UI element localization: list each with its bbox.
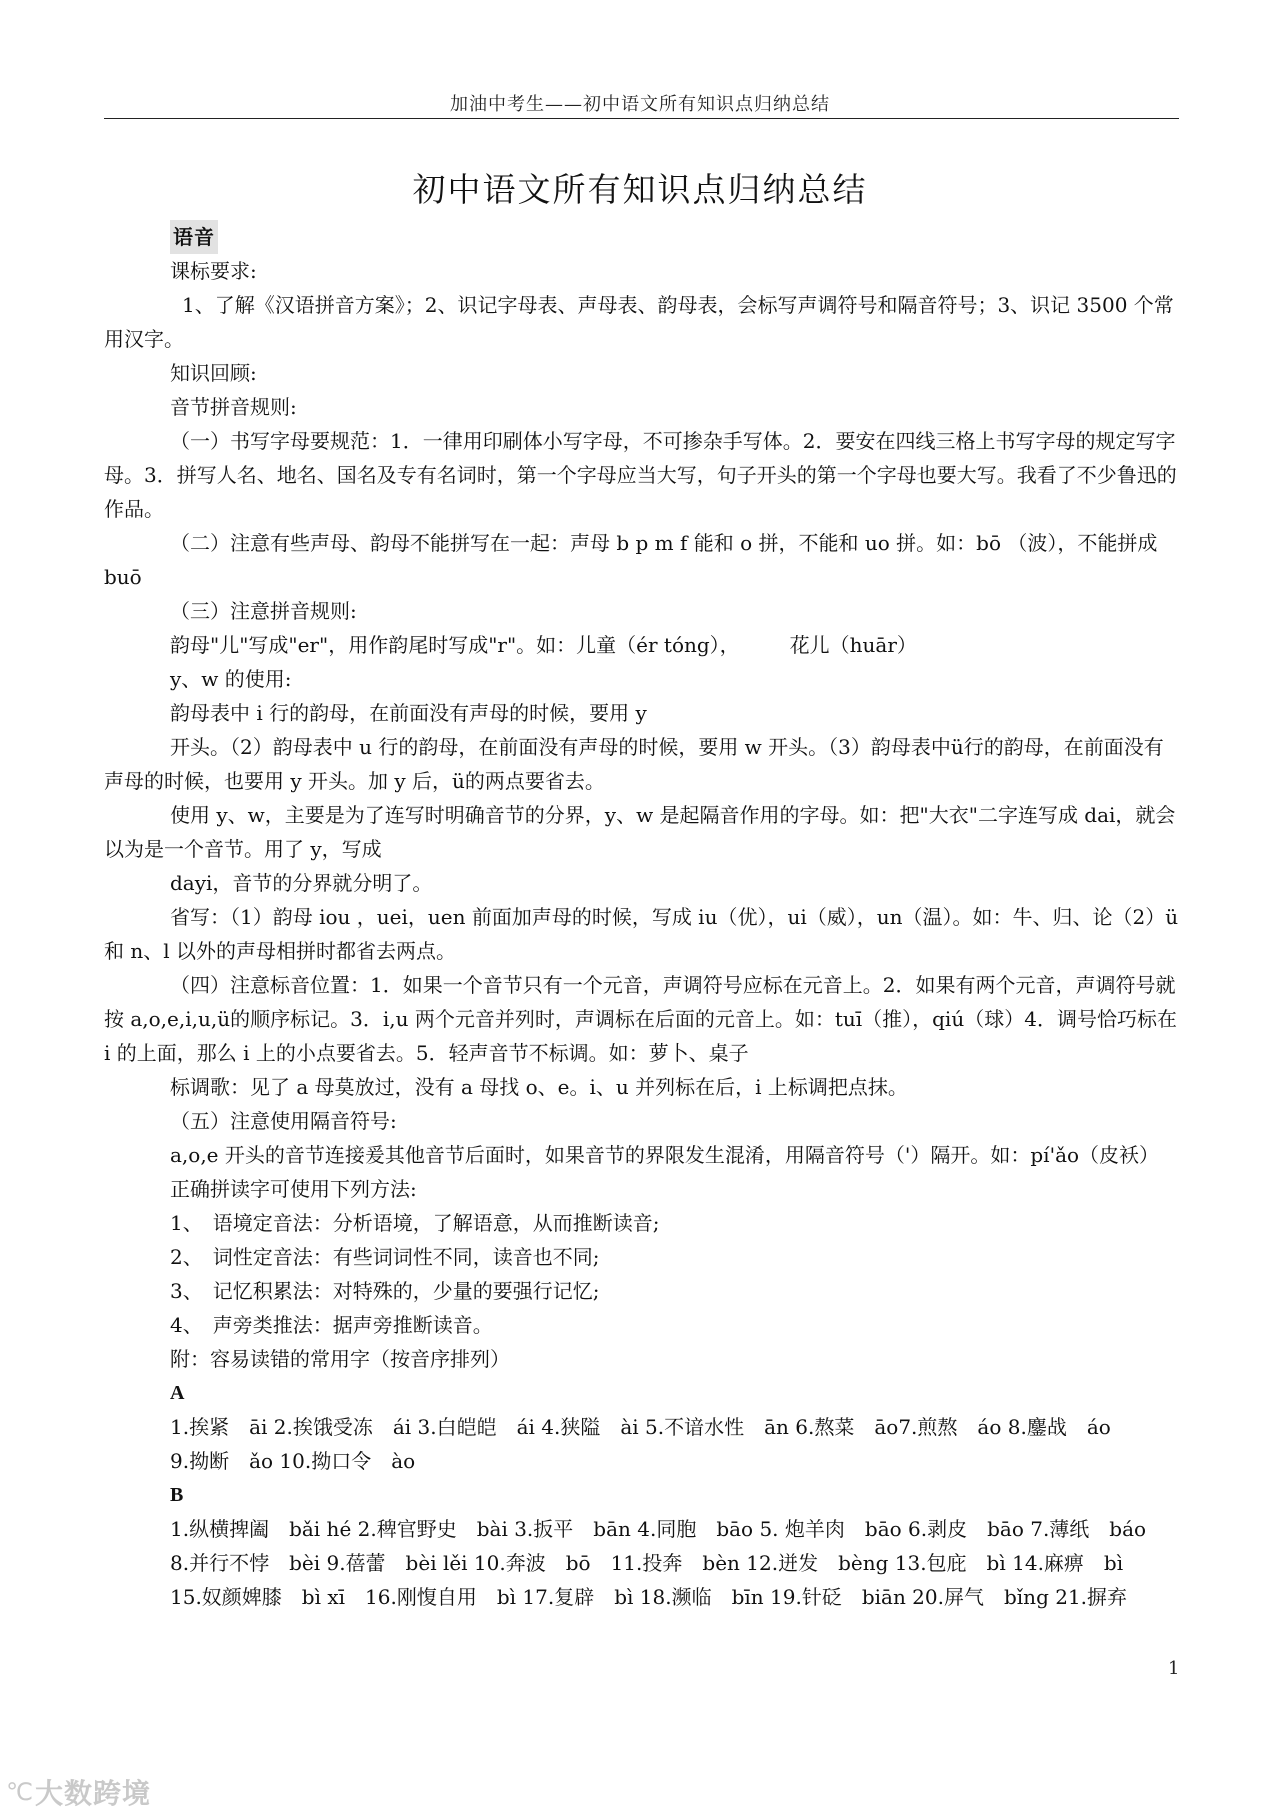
header-divider: [104, 118, 1179, 119]
paragraph: 省写：（1）韵母 iou ，uei，uen 前面加声母的时候，写成 iu（优），ui（威），un（温）。如：牛、归、论（2）ü和 n、l 以外的声母相拼时都省去两点。: [104, 905, 1179, 963]
paragraph: a,o,e 开头的音节连接爰其他音节后面时，如果音节的界限发生混淆，用隔音符号（'）隔开。如：pí'ǎo（皮袄）: [170, 1143, 1160, 1167]
watermark: [6, 1772, 151, 1812]
paragraph: 课标要求:: [170, 259, 257, 283]
paragraph: 标调歌：见了 a 母莫放过，没有 a 母找 o、e。i、u 并列标在后，i 上标调把点抹。: [170, 1075, 908, 1099]
group-letter-b: B: [170, 1484, 184, 1506]
paragraph: （一）书写字母要规范：1．一律用印刷体小写字母，不可掺杂手写体。2．要安在四线三格上书写字母的规定写字母。3．拼写人名、地名、国名及专有名词时，第一个字母应当大写，句子开头的第一个字母也要大写。我看了不少鲁迅的作品。: [104, 429, 1177, 521]
word-list-line: 15.奴颜婢膝 bì xī 16.刚愎自用 bì 17.复辟 bì 18.濒临 bīn 19.针砭 biān 20.屏气 bǐng 21.摒弃: [170, 1585, 1128, 1609]
paragraph: （三）注意拼音规则:: [170, 599, 357, 623]
word-list-line: 1.纵横捭阖 bǎi hé 2.稗官野史 bài 3.扳平 bān 4.同胞 bāo 5. 炮羊肉 bāo 6.剥皮 bāo 7.薄纸 báo: [170, 1517, 1147, 1541]
paragraph: （四）注意标音位置：1．如果一个音节只有一个元音，声调符号应标在元音上。2．如果有两个元音，声调符号就按 a,o,e,i,u,ü的顺序标记。3．i,u 两个元音并列时，声调标在后面的元音上。如：tuī（推），qiú（球）4．调号恰巧标在 i 的上面，那么 i 上的小点要省去。5．轻声音节不标调。如：萝卜、桌子: [104, 973, 1177, 1065]
paragraph: 韵母表中 i 行的韵母，在前面没有声母的时候，要用 y: [170, 701, 647, 725]
running-header: 加油中考生——初中语文所有知识点归纳总结: [450, 94, 830, 115]
paragraph: 开头。（2）韵母表中 u 行的韵母，在前面没有声母的时候，要用 w 开头。（3）韵母表中ü行的韵母，在前面没有声母的时候，也要用 y 开头。加 y 后，ü的两点要省去。: [104, 735, 1164, 793]
paragraph: 知识回顾:: [170, 361, 257, 385]
list-item: 1、 语境定音法：分析语境，了解语意，从而推断读音;: [170, 1211, 660, 1235]
paragraph: 附：容易读错的常用字（按音序排列）: [170, 1347, 510, 1371]
list-item: 3、 记忆积累法：对特殊的，少量的要强行记忆;: [170, 1279, 600, 1303]
group-letter-a: A: [170, 1382, 185, 1404]
paragraph: 音节拼音规则:: [170, 395, 297, 419]
word-list-line: 9.拗断 ǎo 10.拗口令 ào: [170, 1449, 416, 1473]
document-body: [104, 220, 1179, 1614]
word-list-line: 1.挨紧 āi 2.挨饿受冻 ái 3.白皑皑 ái 4.狭隘 ài 5.不谙水性 ān 6.熬菜 āo7.煎熬 áo 8.鏖战 áo: [170, 1415, 1111, 1439]
paragraph: 使用 y、w，主要是为了连写时明确音节的分界，y、w 是起隔音作用的字母。如：把"大衣"二字连写成 dai，就会以为是一个音节。用了 y，写成: [104, 803, 1176, 861]
watermark-text: 大数跨境: [34, 1777, 151, 1810]
word-list-line: 8.并行不悖 bèi 9.蓓蕾 bèi lěi 10.奔波 bō 11.投奔 bèn 12.迸发 bèng 13.包庇 bì 14.麻痹 bì: [170, 1551, 1124, 1575]
page-number: 1: [1168, 1658, 1180, 1679]
section-heading-row: [104, 220, 1179, 254]
paragraph: 1、了解《汉语拼音方案》；2、识记字母表、声母表、韵母表，会标写声调符号和隔音符号；3、识记 3500 个常用汉字。: [104, 293, 1174, 351]
list-item: 4、 声旁类推法：据声旁推断读音。: [170, 1313, 493, 1337]
paragraph: y、w 的使用:: [170, 667, 292, 691]
paragraph: dayi，音节的分界就分明了。: [170, 871, 433, 895]
paragraph: 正确拼读字可使用下列方法:: [170, 1177, 417, 1201]
paragraph: 韵母"儿"写成"er"，用作韵尾时写成"r"。如：儿童（ér tóng）， 花儿（huār）: [170, 633, 917, 657]
list-item: 2、 词性定音法：有些词词性不同，读音也不同;: [170, 1245, 600, 1269]
paragraph: （五）注意使用隔音符号:: [170, 1109, 397, 1133]
watermark-logo-icon: ℃: [6, 1778, 31, 1806]
section-heading: 语音: [170, 220, 218, 254]
paragraph: （二）注意有些声母、韵母不能拼写在一起：声母 b p m f 能和 o 拼，不能和 uo 拼。如：bō （波），不能拼成 buō: [104, 531, 1158, 589]
page-title: 初中语文所有知识点归纳总结: [412, 170, 868, 209]
